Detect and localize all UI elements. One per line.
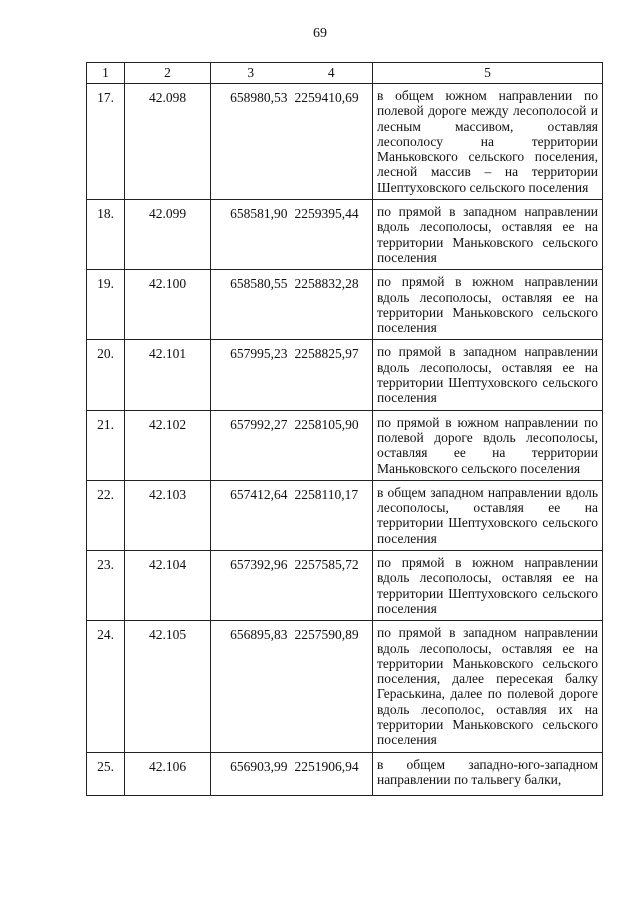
table-row bbox=[87, 84, 603, 200]
table-row bbox=[87, 551, 603, 621]
table-row bbox=[87, 200, 603, 270]
boundary-description: по прямой в южном направлении по полевой дороге вдоль лесополосы, оставляя ее на территории Маньковского сельского поселения bbox=[373, 410, 603, 480]
boundary-description: по прямой в южном направлении вдоль лесополосы, оставляя ее на территории Маньковского сельского поселения bbox=[373, 270, 603, 340]
point-code: 42.100 bbox=[125, 270, 211, 340]
coordinate-y: 2258105,90 bbox=[291, 410, 373, 480]
point-code: 42.101 bbox=[125, 340, 211, 410]
boundary-table bbox=[86, 62, 603, 796]
coordinate-y: 2258832,28 bbox=[291, 270, 373, 340]
coordinate-x: 656895,83 bbox=[211, 621, 291, 752]
point-code: 42.098 bbox=[125, 84, 211, 200]
coordinate-y: 2251906,94 bbox=[291, 752, 373, 795]
point-code: 42.099 bbox=[125, 200, 211, 270]
boundary-description: в общем южном направлении по полевой дороге между лесополосой и лесным массивом, оставляя лесополосу на территории Маньковского сельского поселения, лесной массив – на территории Шептуховского сельского поселения bbox=[373, 84, 603, 200]
boundary-description: по прямой в южном направлении вдоль лесополосы, оставляя ее на территории Шептуховского сельского поселения bbox=[373, 551, 603, 621]
table-row bbox=[87, 410, 603, 480]
boundary-description: по прямой в западном направлении вдоль лесополосы, оставляя ее на территории Шептуховского сельского поселения bbox=[373, 340, 603, 410]
row-number: 20. bbox=[87, 340, 125, 410]
coordinate-x: 657392,96 bbox=[211, 551, 291, 621]
coordinate-y: 2258110,17 bbox=[291, 480, 373, 550]
header-col-2: 2 bbox=[125, 63, 211, 84]
coordinate-y: 2258825,97 bbox=[291, 340, 373, 410]
boundary-description: в общем западно-юго-западном направлении по тальвегу балки, bbox=[373, 752, 603, 795]
boundary-description: по прямой в западном направлении вдоль лесополосы, оставляя ее на территории Маньковского сельского поселения, далее пересекая балку Гераськина, далее по полевой дороге вдоль лесополос, оставляя их на территории Маньковского сельского поселения bbox=[373, 621, 603, 752]
row-number: 18. bbox=[87, 200, 125, 270]
header-col-4: 4 bbox=[291, 63, 373, 84]
row-number: 17. bbox=[87, 84, 125, 200]
boundary-description: по прямой в западном направлении вдоль лесополосы, оставляя ее на территории Маньковского сельского поселения bbox=[373, 200, 603, 270]
point-code: 42.105 bbox=[125, 621, 211, 752]
coordinate-x: 656903,99 bbox=[211, 752, 291, 795]
point-code: 42.102 bbox=[125, 410, 211, 480]
boundary-description: в общем западном направлении вдоль лесополосы, оставляя ее на территории Шептуховского сельского поселения bbox=[373, 480, 603, 550]
header-col-1: 1 bbox=[87, 63, 125, 84]
coordinate-x: 658581,90 bbox=[211, 200, 291, 270]
row-number: 24. bbox=[87, 621, 125, 752]
table-row bbox=[87, 270, 603, 340]
coordinate-y: 2259395,44 bbox=[291, 200, 373, 270]
coordinate-x: 657995,23 bbox=[211, 340, 291, 410]
coordinate-y: 2257590,89 bbox=[291, 621, 373, 752]
header-col-5: 5 bbox=[373, 63, 603, 84]
table-row bbox=[87, 621, 603, 752]
row-number: 19. bbox=[87, 270, 125, 340]
row-number: 22. bbox=[87, 480, 125, 550]
header-col-3: 3 bbox=[211, 63, 291, 84]
point-code: 42.104 bbox=[125, 551, 211, 621]
coordinate-x: 657412,64 bbox=[211, 480, 291, 550]
row-number: 21. bbox=[87, 410, 125, 480]
point-code: 42.106 bbox=[125, 752, 211, 795]
coordinate-y: 2257585,72 bbox=[291, 551, 373, 621]
row-number: 23. bbox=[87, 551, 125, 621]
coordinate-y: 2259410,69 bbox=[291, 84, 373, 200]
coordinate-x: 658580,55 bbox=[211, 270, 291, 340]
table-row bbox=[87, 752, 603, 795]
table-row bbox=[87, 340, 603, 410]
table-row bbox=[87, 480, 603, 550]
table-header-row bbox=[87, 63, 603, 84]
point-code: 42.103 bbox=[125, 480, 211, 550]
page-number: 69 bbox=[313, 26, 327, 41]
coordinate-x: 658980,53 bbox=[211, 84, 291, 200]
coordinate-x: 657992,27 bbox=[211, 410, 291, 480]
row-number: 25. bbox=[87, 752, 125, 795]
